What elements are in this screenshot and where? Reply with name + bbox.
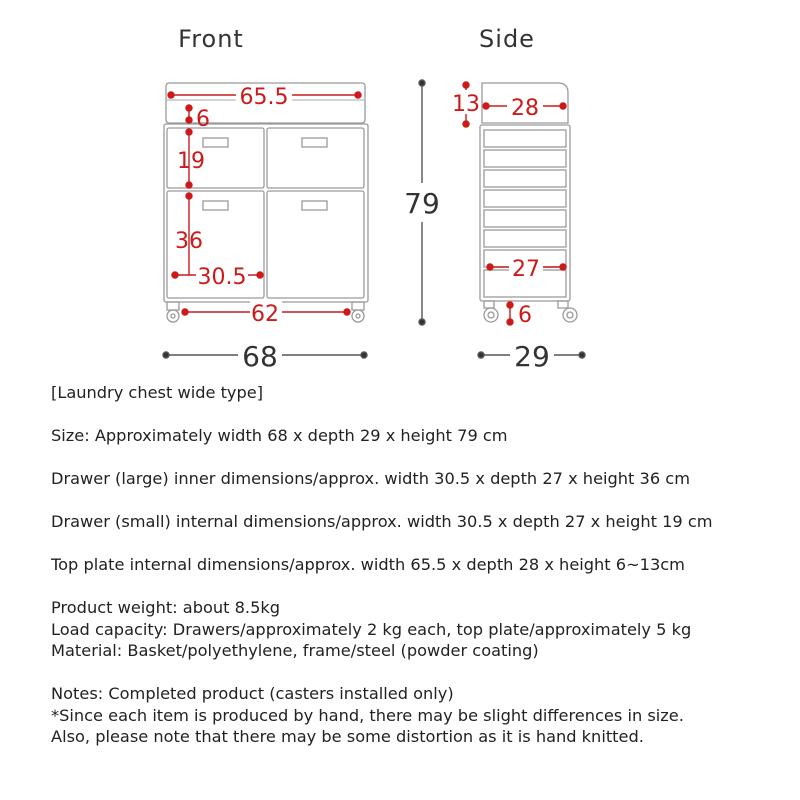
spec-load-capacity: Load capacity: Drawers/approximately 2 kg each, top plate/approximately 5 kg (51, 619, 692, 639)
front-view (164, 83, 368, 322)
overall-depth-label: 29 (514, 340, 550, 373)
overall-width-label: 68 (242, 340, 278, 373)
spec-note-size-difference: *Since each item is produced by hand, there may be slight differences in size. (51, 705, 684, 725)
spec-material: Material: Basket/polyethylene, frame/steel (powder coating) (51, 641, 539, 660)
front-small-drawer-height-label: 19 (177, 149, 205, 174)
front-base-width-label: 62 (251, 302, 279, 327)
caster-icon (352, 302, 364, 322)
spec-note-distortion: Also, please note that there may be some distortion as it is hand knitted. (51, 727, 644, 746)
front-top-height-label: 6 (196, 107, 210, 132)
spec-heading: [Laundry chest wide type] (51, 383, 264, 402)
front-large-drawer-height-label: 36 (175, 229, 203, 254)
overall-height-label: 79 (404, 187, 440, 220)
side-drawer-depth-label: 27 (512, 257, 540, 282)
front-view-title: Front (178, 25, 244, 53)
front-drawer-large-right (267, 191, 364, 298)
spec-top-plate: Top plate internal dimensions/approx. width 65.5 x depth 28 x height 6~13cm (51, 555, 685, 574)
spec-notes: Notes: Completed product (casters installed only) (51, 684, 454, 703)
caster-icon (484, 301, 498, 322)
spec-weight: Product weight: about 8.5kg (51, 598, 281, 617)
front-top-width-label: 65.5 (239, 85, 289, 110)
side-top-height-label: 13 (452, 92, 480, 117)
spec-size: Size: Approximately width 68 x depth 29 x height 79 cm (51, 426, 508, 445)
front-drawer-width-label: 30.5 (197, 265, 247, 290)
product-dimension-diagram (0, 0, 800, 380)
side-top-depth-label: 28 (511, 96, 539, 121)
front-drawer-small-right (267, 128, 364, 188)
caster-icon (558, 301, 577, 322)
product-specifications (51, 382, 791, 748)
spec-drawer-small: Drawer (small) internal dimensions/approx. width 30.5 x depth 27 x height 19 cm (51, 512, 713, 531)
caster-icon (167, 302, 179, 322)
spec-drawer-large: Drawer (large) inner dimensions/approx. width 30.5 x depth 27 x height 36 cm (51, 469, 690, 488)
side-view-title: Side (479, 25, 535, 53)
side-caster-height-label: 6 (518, 303, 532, 328)
